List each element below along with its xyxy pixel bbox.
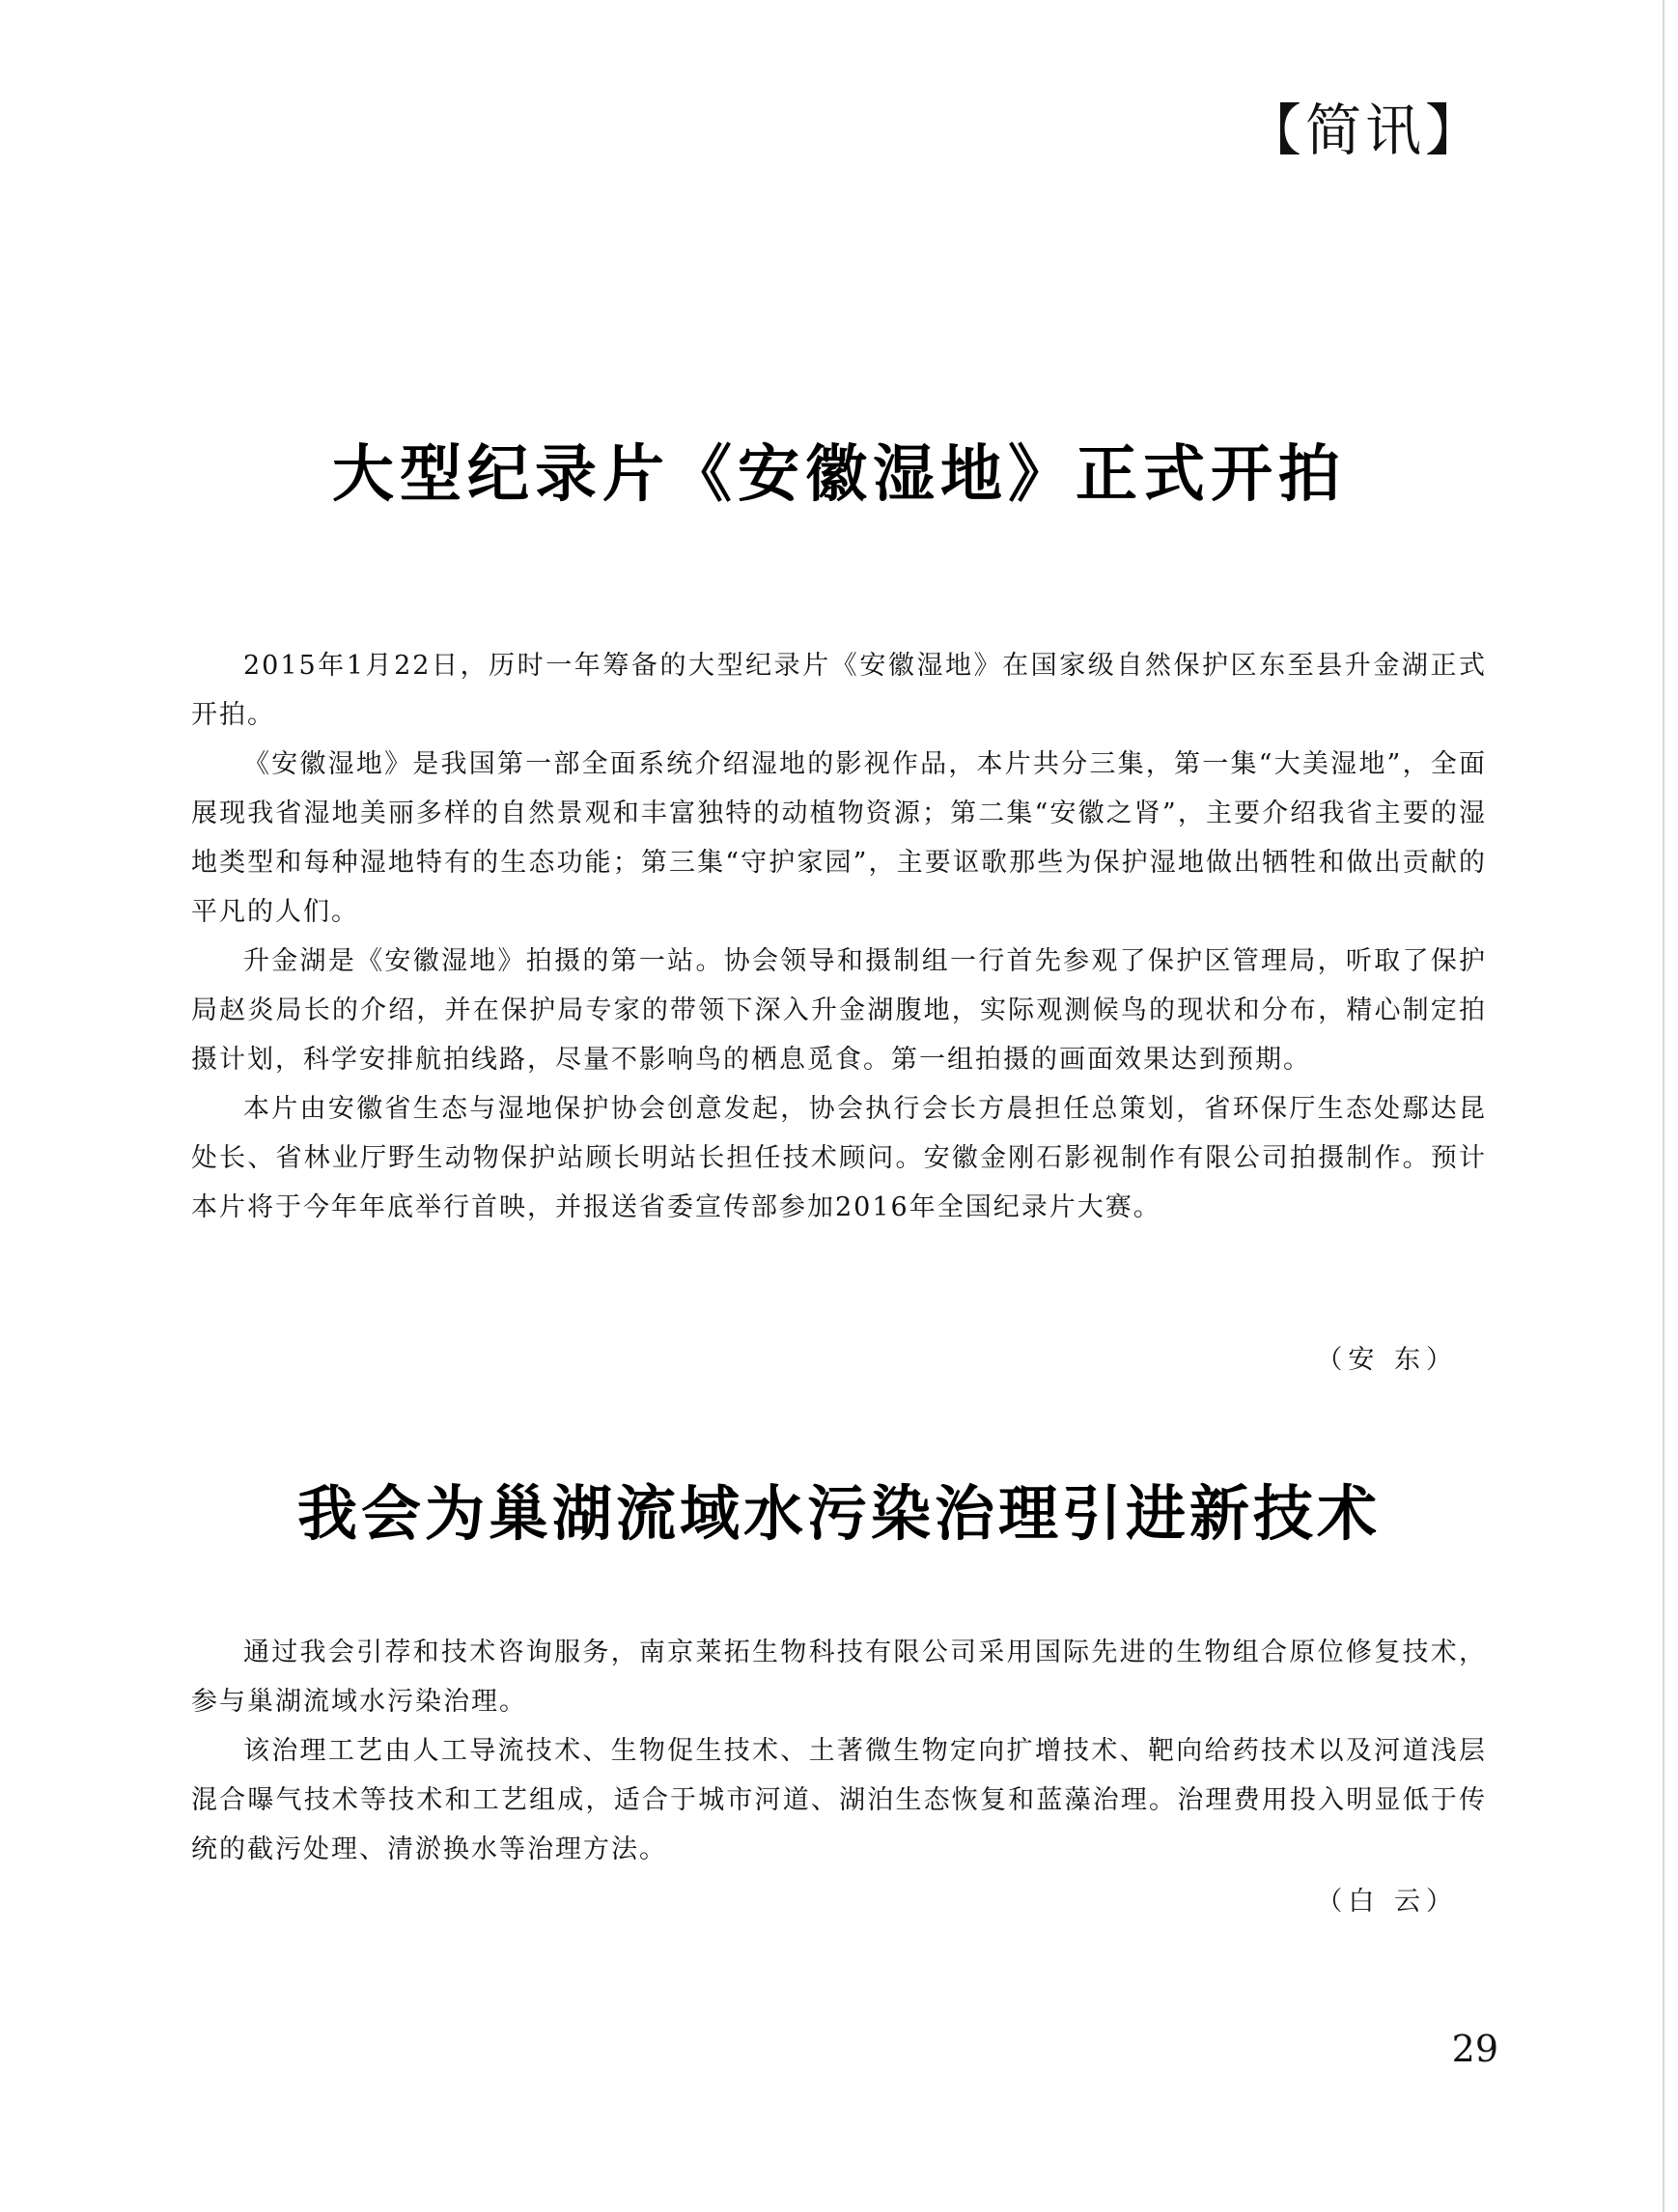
page-number: 29 <box>1451 2028 1498 2070</box>
section-label: 【简讯】 <box>1245 98 1485 163</box>
article-2-paragraph-2: 该治理工艺由人工导流技术、生物促生技术、土著微生物定向扩增技术、靶向给药技术以及河道浅层混合曝气技术等技术和工艺组成，适合于城市河道、湖泊生态恢复和蓝藻治理。治理费用投入明显低于传统的截污处理、清淤换水等治理方法。 <box>191 1736 1487 1864</box>
article-1-body <box>191 641 1487 1232</box>
article-2-paragraph-1: 通过我会引荐和技术咨询服务，南京莱拓生物科技有限公司采用国际先进的生物组合原位修复技术，参与巢湖流域水污染治理。 <box>191 1638 1487 1717</box>
article-2-title: 我会为巢湖流域水污染治理引进新技术 <box>296 1478 1381 1549</box>
article-2-body <box>191 1628 1487 1874</box>
article-1-byline: （安 东） <box>1316 1345 1458 1375</box>
article-1-paragraph-3: 升金湖是《安徽湿地》拍摄的第一站。协会领导和摄制组一行首先参观了保护区管理局，听取了保护局赵炎局长的介绍，并在保护局专家的带领下深入升金湖腹地，实际观测候鸟的现状和分布，精心制定拍摄计划，科学安排航拍线路，尽量不影响鸟的栖息觅食。第一组拍摄的画面效果达到预期。 <box>191 946 1487 1075</box>
article-1-title: 大型纪录片《安徽湿地》正式开拍 <box>332 439 1346 511</box>
article-1-paragraph-1: 2015年1月22日，历时一年筹备的大型纪录片《安徽湿地》在国家级自然保护区东至县升金湖正式开拍。 <box>191 651 1487 730</box>
article-1-paragraph-2: 《安徽湿地》是我国第一部全面系统介绍湿地的影视作品，本片共分三集，第一集“大美湿地”，全面展现我省湿地美丽多样的自然景观和丰富独特的动植物资源；第二集“安徽之肾”，主要介绍我省主要的湿地类型和每种湿地特有的生态功能；第三集“守护家园”，主要讴歌那些为保护湿地做出牺牲和做出贡献的平凡的人们。 <box>191 749 1487 927</box>
article-2-byline: （白 云） <box>1316 1887 1458 1917</box>
page-edge-divider <box>1663 0 1664 2212</box>
article-1-paragraph-4: 本片由安徽省生态与湿地保护协会创意发起，协会执行会长方晨担任总策划，省环保厅生态处鄢达昆处长、省林业厅野生动物保护站顾长明站长担任技术顾问。安徽金刚石影视制作有限公司拍摄制作。预计本片将于今年年底举行首映，并报送省委宣传部参加2016年全国纪录片大赛。 <box>191 1094 1487 1222</box>
